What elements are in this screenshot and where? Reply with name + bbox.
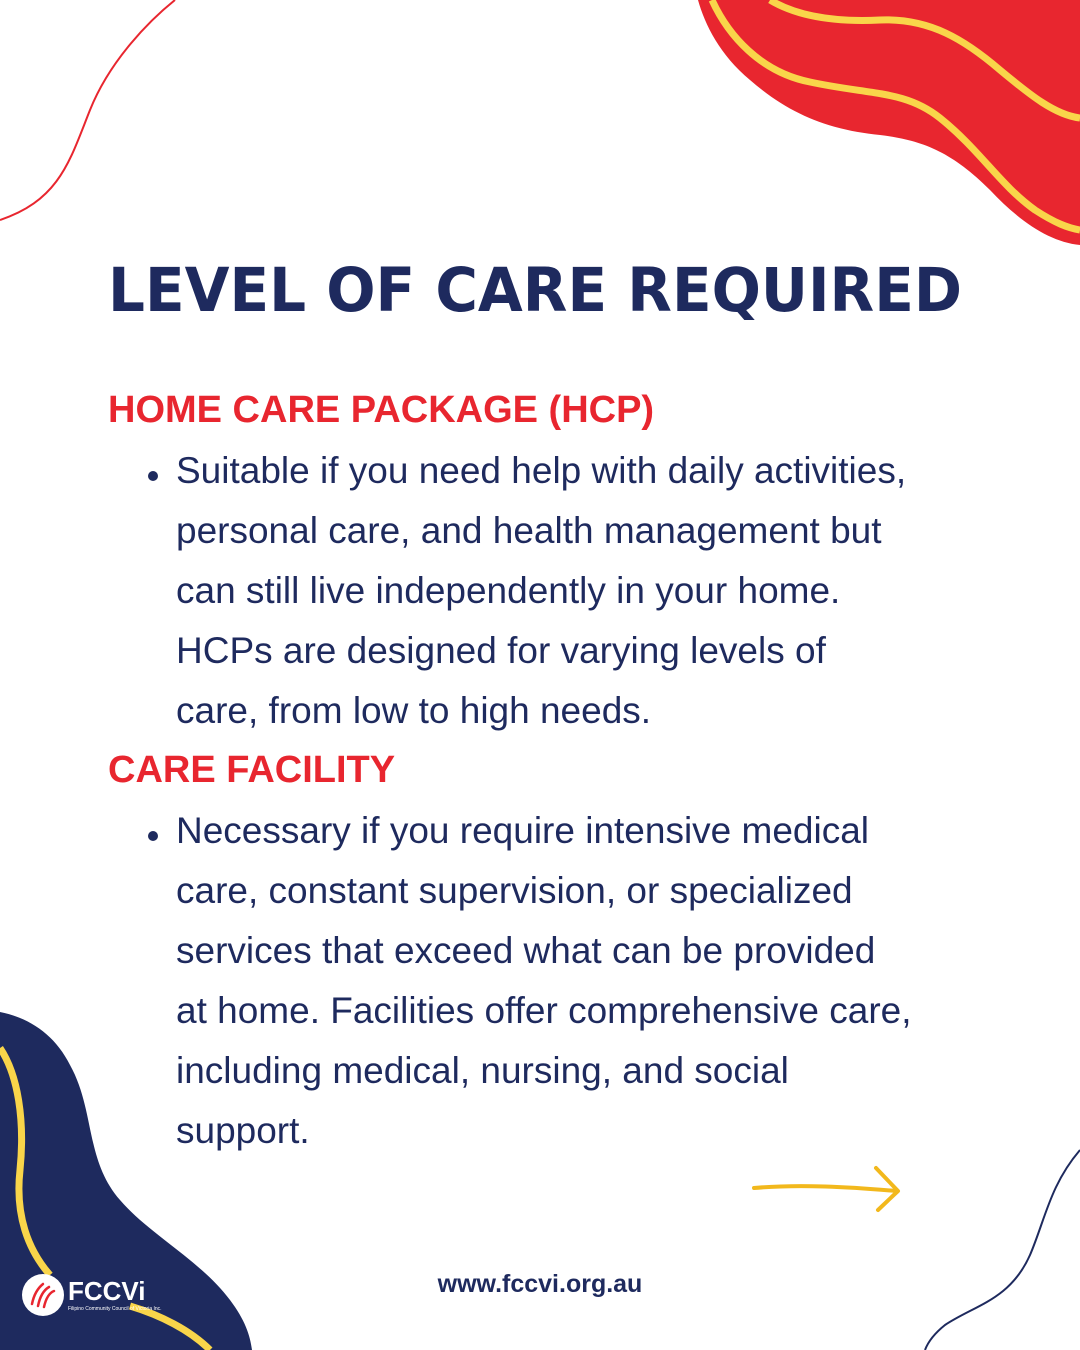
bullet-dot — [148, 831, 158, 841]
top-left-curve — [0, 0, 175, 220]
text-line: Necessary if you require intensive medical — [176, 810, 870, 851]
website-url[interactable]: www.fccvi.org.au — [437, 1270, 643, 1298]
arrow-right-icon — [754, 1168, 898, 1210]
bullet-text-home-care-package — [176, 441, 996, 741]
text-line: including medical, nursing, and social — [176, 1050, 789, 1091]
bullet-text-care-facility — [176, 801, 996, 1161]
text-line: can still live independently in your home. — [176, 570, 841, 611]
text-line: HCPs are designed for varying levels of — [176, 630, 826, 671]
text-line: at home. Facilities offer comprehensive care, — [176, 990, 912, 1031]
text-line: support. — [176, 1110, 310, 1151]
top-right-wave — [698, 0, 1080, 245]
logo-name: FCCVi — [68, 1276, 146, 1306]
page-title: LEVEL OF CARE REQUIRED — [108, 254, 962, 326]
section-heading-home-care-package: HOME CARE PACKAGE (HCP) — [108, 389, 655, 431]
bottom-right-curve — [925, 1150, 1080, 1350]
text-line: services that exceed what can be provided — [176, 930, 876, 971]
text-line: care, constant supervision, or specialized — [176, 870, 853, 911]
text-line: personal care, and health management but — [176, 510, 882, 551]
bullet-dot — [148, 471, 158, 481]
text-line: Suitable if you need help with daily activities, — [176, 450, 907, 491]
section-heading-care-facility: CARE FACILITY — [108, 749, 396, 791]
logo-tagline: Filipino Community Council of Victoria Inc. — [68, 1306, 162, 1312]
text-line: care, from low to high needs. — [176, 690, 652, 731]
